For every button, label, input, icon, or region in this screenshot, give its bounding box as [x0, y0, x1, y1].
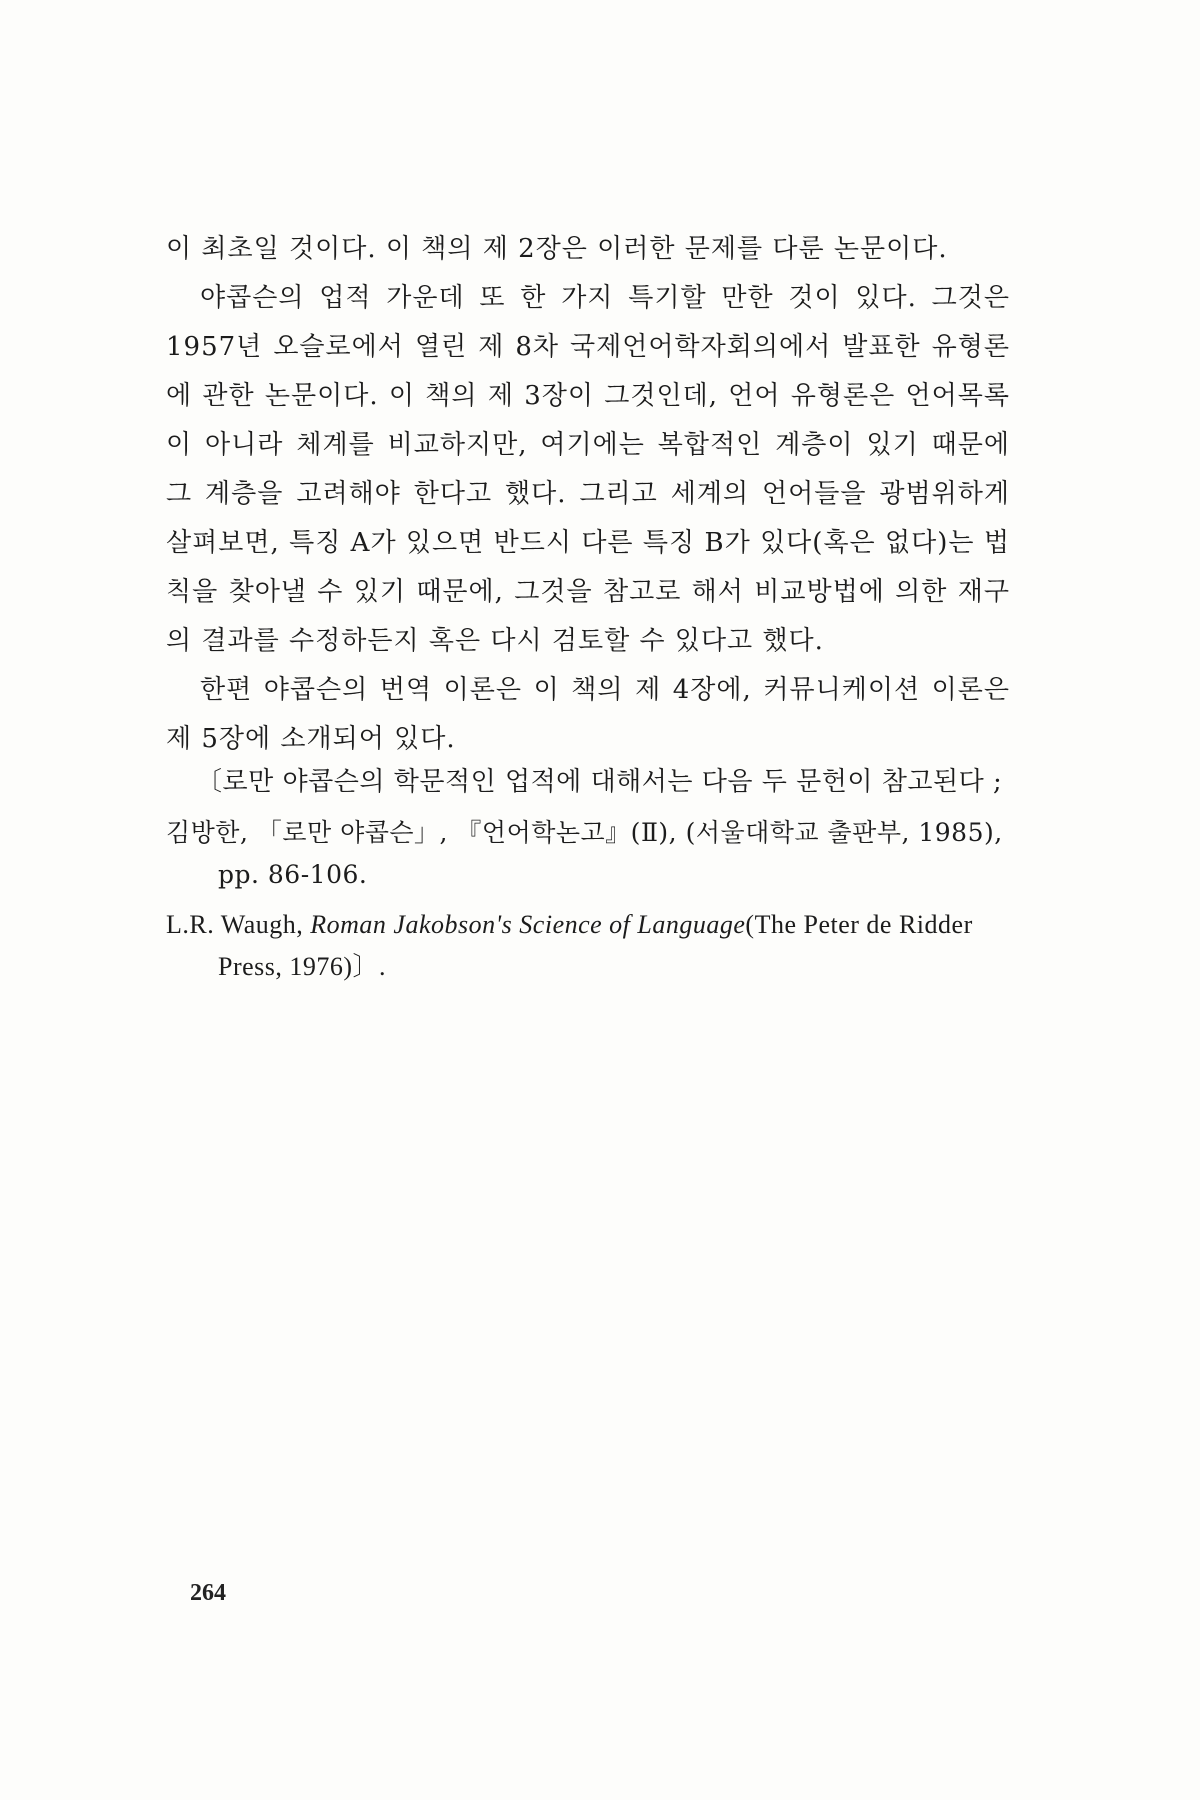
page-number: 264: [190, 1580, 226, 1606]
paragraph-translation-theory: 한편 야콥슨의 번역 이론은 이 책의 제 4장에, 커뮤니케이션 이론은 제 5장에 소개되어 있다.: [166, 675, 1010, 754]
paragraph-typology: 야콥슨의 업적 가운데 또 한 가지 특기할 만한 것이 있다. 그것은 1957년 오슬로에서 열린 제 8차 국제언어학자회의에서 발표한 유형론에 관한 논문이다. 이 책의 제 3장이 그것인데, 언어 유형론은 언어목록이 아니라 체계를 비교하지만, 여기에는 복합적인 계층이 있기 때문에 그 계층을 고려해야 한다고 했다. 그리고 세계의 언어들을 광범위하게 살펴보면, 특징 A가 있으면 반드시 다른 특징 B가 있다(혹은 없다)는 법칙을 찾아낼 수 있기 때문에, 그것을 참고로 해서 비교방법에 의한 재구의 결과를 수정하든지 혹은 다시 검토할 수 있다고 했다.: [166, 283, 1010, 656]
paragraph-continuation: 이 최초일 것이다. 이 책의 제 2장은 이러한 문제를 다룬 논문이다.: [166, 234, 948, 264]
reference-author: L.R. Waugh,: [166, 910, 311, 939]
reference-english: [166, 904, 1010, 988]
reference-publisher: (The Peter de Ridder Press, 1976)〕.: [218, 910, 973, 981]
reference-korean: 김방한, 「로만 야콥슨」, 『언어학논고』(Ⅱ), (서울대학교 출판부, 1985), pp. 86-106.: [166, 818, 1003, 889]
references-intro: 〔로만 야콥슨의 학문적인 업적에 대해서는 다음 두 문헌이 참고된다 ;: [196, 767, 1003, 797]
body-text: [166, 225, 1010, 764]
reference-title: Roman Jakobson's Science of Language: [310, 910, 746, 939]
references-block: [166, 760, 1010, 988]
